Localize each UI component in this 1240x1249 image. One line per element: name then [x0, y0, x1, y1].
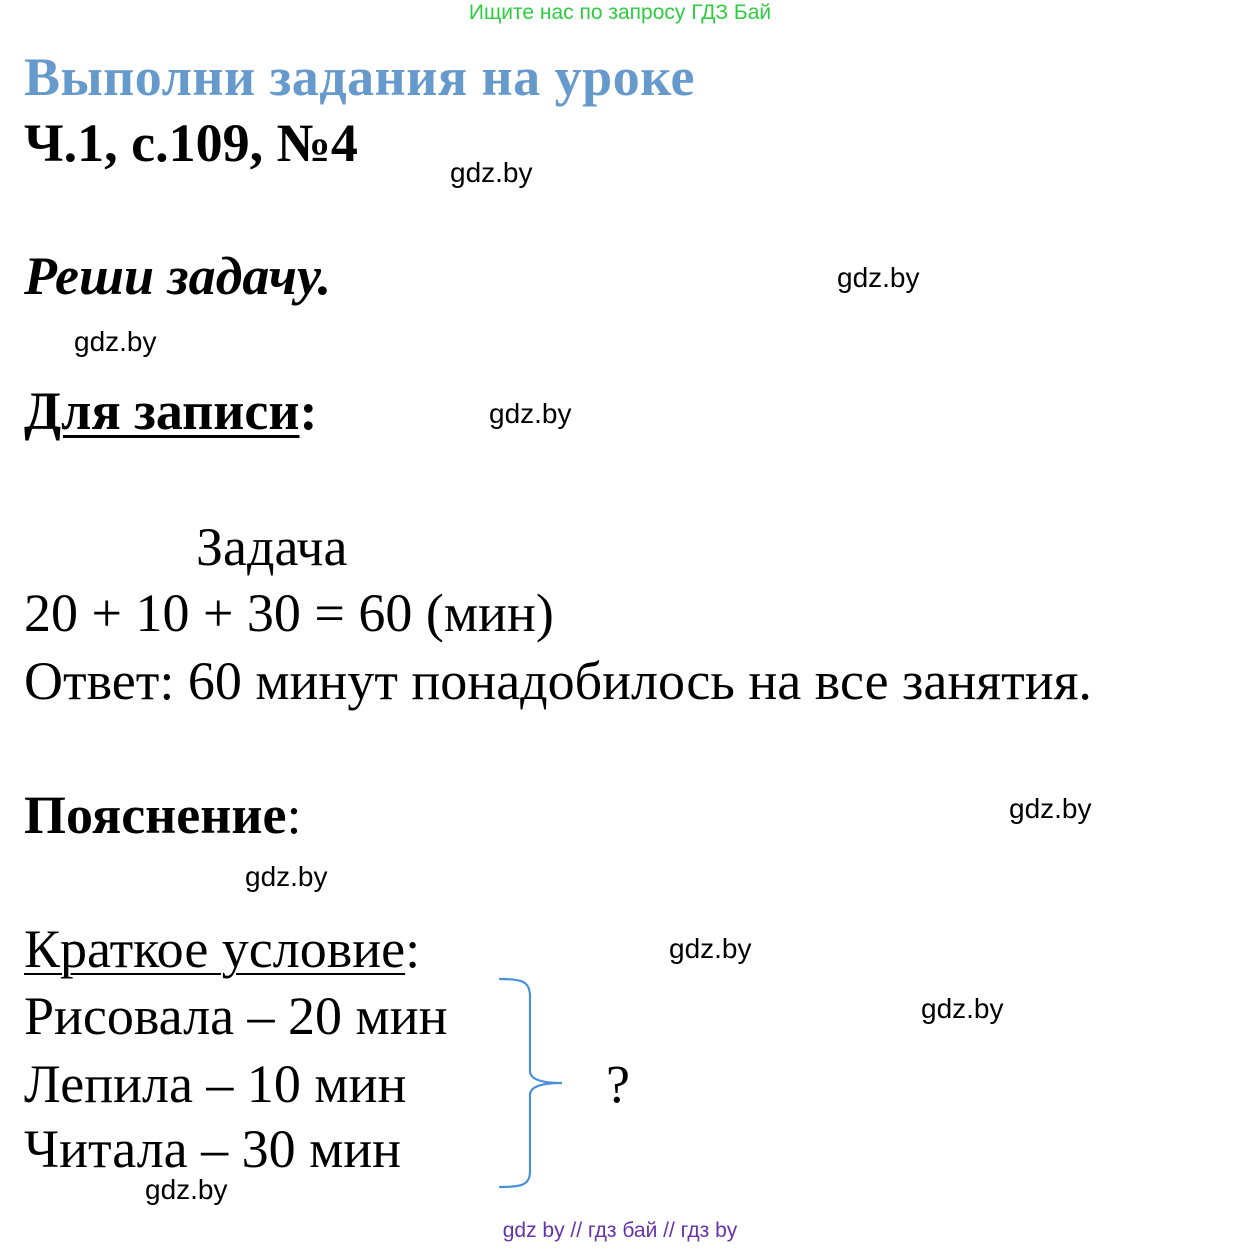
condition-row: Рисовала – 20 мин: [24, 986, 448, 1046]
curly-brace-icon: [496, 975, 576, 1197]
watermark: gdz.by: [669, 933, 752, 964]
exercise-reference: Ч.1, с.109, №4: [24, 113, 358, 173]
solution-answer: Ответ: 60 минут понадобилось на все занятия.: [24, 651, 1092, 711]
condition-row: Лепила – 10 мин: [24, 1054, 407, 1114]
footer-watermark: gdz by // гдз бай // гдз by: [502, 1219, 738, 1242]
record-heading-colon: :: [299, 381, 318, 441]
record-heading: [24, 380, 317, 442]
watermark: gdz.by: [489, 398, 572, 429]
watermark: gdz.by: [245, 861, 328, 892]
watermark: gdz.by: [74, 326, 157, 357]
watermark: gdz.by: [837, 262, 920, 293]
task-heading: Задача: [196, 517, 348, 577]
short-condition-heading-colon: :: [405, 919, 421, 979]
watermark: gdz.by: [450, 157, 533, 188]
watermark: gdz.by: [1009, 793, 1092, 824]
explanation-heading: [24, 784, 301, 846]
condition-row: Читала – 30 мин: [24, 1119, 402, 1179]
explanation-heading-text: Пояснение: [24, 785, 287, 845]
record-heading-text: Для записи: [24, 381, 300, 441]
short-condition-heading: [24, 918, 420, 980]
short-condition-heading-text: Краткое условие: [24, 919, 406, 979]
top-banner: Ищите нас по запросу ГДЗ Бай: [468, 1, 772, 24]
page-title: Выполни задания на уроке: [24, 47, 695, 107]
instruction: Реши задачу.: [24, 246, 332, 306]
watermark: gdz.by: [145, 1174, 228, 1205]
watermark: gdz.by: [921, 993, 1004, 1024]
question-mark: ?: [606, 1054, 630, 1114]
solution-equation: 20 + 10 + 30 = 60 (мин): [24, 583, 554, 643]
explanation-heading-colon: :: [286, 785, 302, 845]
